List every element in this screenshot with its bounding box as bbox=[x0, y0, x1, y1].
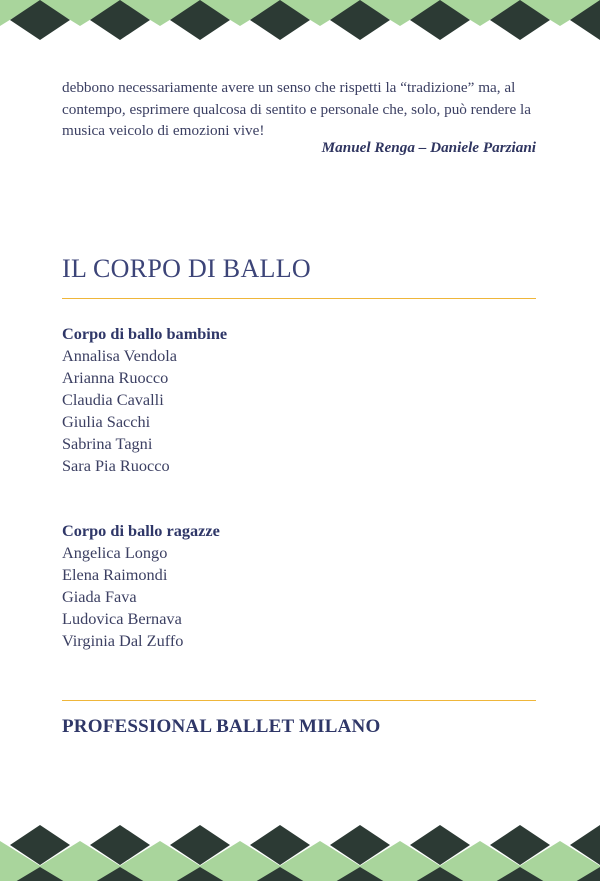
member-name: Claudia Cavalli bbox=[62, 390, 164, 409]
member-list bbox=[62, 542, 462, 652]
diamond-pattern-top bbox=[0, 0, 600, 44]
signature: Manuel Renga – Daniele Parziani bbox=[321, 139, 536, 156]
member-name: Giulia Sacchi bbox=[62, 412, 151, 431]
group-bambine bbox=[62, 323, 462, 477]
diamond-pattern-bottom bbox=[0, 823, 600, 881]
divider-top bbox=[62, 298, 536, 299]
bottom-diamond-border bbox=[0, 823, 600, 881]
divider-bottom bbox=[62, 700, 536, 701]
section-title: IL CORPO DI BALLO bbox=[62, 254, 311, 283]
member-name: Sabrina Tagni bbox=[62, 434, 153, 453]
member-name: Elena Raimondi bbox=[62, 565, 168, 584]
member-name: Sara Pia Ruocco bbox=[62, 456, 170, 475]
group-ragazze bbox=[62, 520, 462, 652]
intro-paragraph: debbono necessariamente avere un senso che rispetti la “tradizione” ma, al contempo, esprimere qualcosa di sentito e personale che, solo, può rendere la musica veicolo di emozioni vive! bbox=[62, 79, 531, 139]
top-diamond-border bbox=[0, 0, 600, 44]
member-name: Ludovica Bernava bbox=[62, 609, 182, 628]
member-list bbox=[62, 345, 462, 477]
member-name: Virginia Dal Zuffo bbox=[62, 631, 184, 650]
group-heading: Corpo di ballo bambine bbox=[62, 324, 228, 343]
group-heading: Corpo di ballo ragazze bbox=[62, 521, 220, 540]
member-name: Arianna Ruocco bbox=[62, 368, 169, 387]
member-name: Annalisa Vendola bbox=[62, 346, 178, 365]
member-name: Giada Fava bbox=[62, 587, 137, 606]
member-name: Angelica Longo bbox=[62, 543, 168, 562]
company-name: PROFESSIONAL BALLET MILANO bbox=[62, 716, 381, 737]
